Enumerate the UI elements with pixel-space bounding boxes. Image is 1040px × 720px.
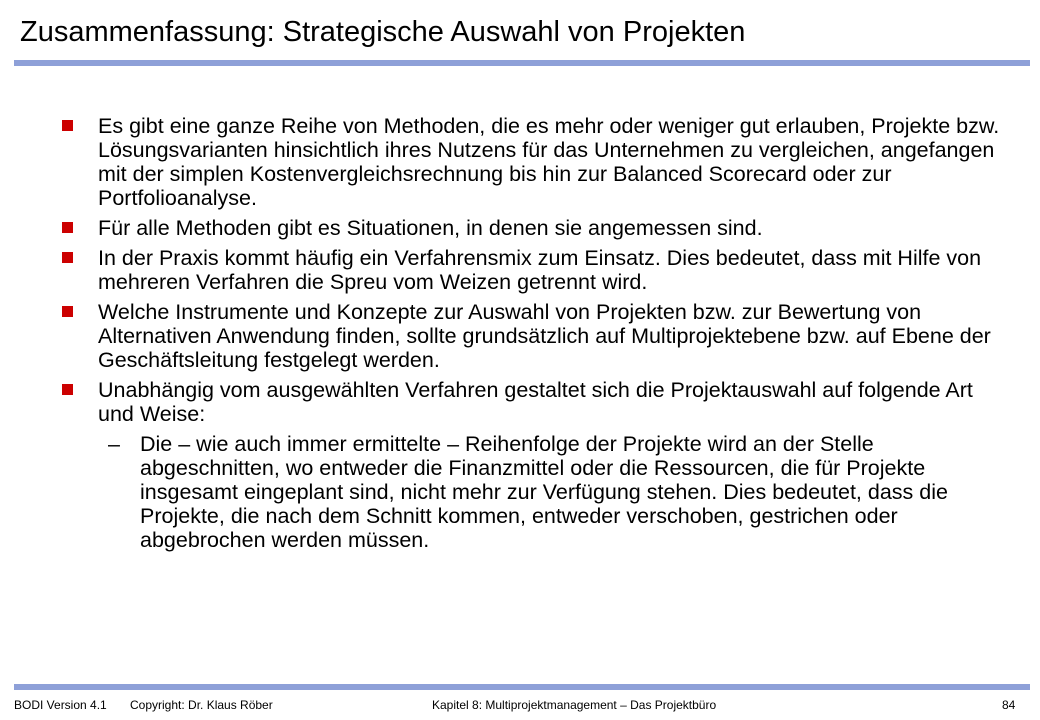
- bullet-text: Unabhängig vom ausgewählten Verfahren gestaltet sich die Projektauswahl auf folgende Art und Weise:: [98, 378, 973, 426]
- footer-divider: [14, 684, 1030, 690]
- square-bullet-icon: [62, 384, 73, 395]
- bullet-item: [62, 246, 1012, 294]
- footer-chapter: Kapitel 8: Multiprojektmanagement – Das Projektbüro: [432, 698, 717, 712]
- bullet-item: [62, 378, 1012, 426]
- bullet-text: Für alle Methoden gibt es Situationen, in denen sie angemessen sind.: [98, 216, 763, 240]
- footer-version: BODI Version 4.1: [14, 698, 107, 712]
- sub-bullet-text: Die – wie auch immer ermittelte – Reihenfolge der Projekte wird an der Stelle abgeschnitten, wo entweder die Finanzmittel oder die Ressourcen, die für Projekte insgesamt eingeplant sind, nicht mehr zur Verfügung stehen. Dies bedeutet, dass die Projekte, die nach dem Schnitt kommen, entweder verschoben, gestrichen oder abgebrochen werden müssen.: [140, 432, 948, 552]
- footer-copyright: Copyright: Dr. Klaus Röber: [130, 698, 273, 712]
- slide-content: [62, 114, 1012, 552]
- bullet-item: [62, 300, 1012, 372]
- square-bullet-icon: [62, 222, 73, 233]
- bullet-text: Es gibt eine ganze Reihe von Methoden, die es mehr oder weniger gut erlauben, Projekte bzw. Lösungsvarianten hinsichtlich ihres Nutzens für das Unternehmen zu vergleichen, angefangen mit der simplen Kostenvergleichsrechnung bis hin zur Balanced Scorecard oder zur Portfolioanalyse.: [98, 114, 1000, 210]
- bullet-text: In der Praxis kommt häufig ein Verfahrensmix zum Einsatz. Dies bedeutet, dass mit Hilfe von mehreren Verfahren die Spreu vom Weizen getrennt wird.: [98, 246, 982, 294]
- slide-title: Zusammenfassung: Strategische Auswahl von Projekten: [20, 16, 746, 48]
- bullet-item: [62, 114, 1012, 210]
- title-divider: [14, 60, 1030, 66]
- bullet-text: Welche Instrumente und Konzepte zur Auswahl von Projekten bzw. zur Bewertung von Alternativen Anwendung finden, sollte grundsätzlich auf Multiprojektebene bzw. auf Ebene der Geschäftsleitung festgelegt werden.: [98, 300, 991, 372]
- sub-bullet-item: [62, 432, 1012, 552]
- square-bullet-icon: [62, 252, 73, 263]
- square-bullet-icon: [62, 306, 73, 317]
- bullet-item: [62, 216, 1012, 240]
- square-bullet-icon: [62, 120, 73, 131]
- footer-page-number: 84: [1002, 698, 1016, 712]
- dash-marker: –: [108, 432, 120, 456]
